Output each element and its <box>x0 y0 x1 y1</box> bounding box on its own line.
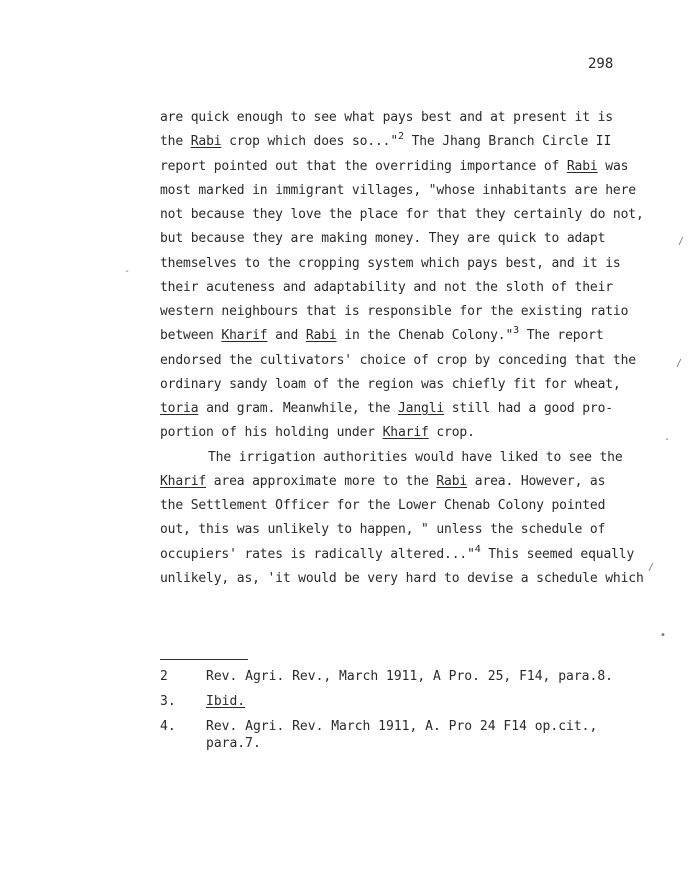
text-span: The report <box>519 328 604 344</box>
text-line: western neighbours that is responsible for the existing ratio <box>160 304 629 319</box>
text-span: was <box>597 158 629 174</box>
text-line: unlikely, as, 'it would be very hard to devise a schedule which <box>160 570 644 586</box>
text-span: occupiers' rates is radically altered..." <box>160 546 475 562</box>
margin-mark: - <box>124 266 131 277</box>
text-span: the <box>160 134 191 150</box>
text-line <box>160 324 660 348</box>
underlined-term: Rabi <box>566 158 598 174</box>
text-line: ordinary sandy loam of the region was chiefly fit for wheat, <box>160 376 621 392</box>
page-number: 298 <box>588 56 614 72</box>
underlined-term: Kharif <box>221 328 268 344</box>
underlined-term: Kharif <box>160 473 207 489</box>
text-line: out, this was unlikely to happen, " unless the schedule of <box>160 522 606 538</box>
text-span: crop which does so..." <box>221 134 399 150</box>
text-line <box>160 421 660 445</box>
text-line: themselves to the cropping system which pays best, and it is <box>160 255 621 271</box>
text-span: area. However, as <box>467 473 606 489</box>
text-line <box>160 397 660 421</box>
text-span: report pointed out that the overriding importance of <box>160 158 567 174</box>
body-text <box>160 106 660 591</box>
text-line <box>160 155 660 179</box>
text-line: but because they are making money. They are quick to adapt <box>160 231 606 247</box>
text-line <box>160 130 660 154</box>
footnote-divider <box>160 659 248 660</box>
footnote <box>160 718 660 756</box>
margin-mark: / <box>678 236 685 247</box>
text-span: between <box>160 328 222 344</box>
underlined-term: Kharif <box>382 425 429 441</box>
underlined-term: Rabi <box>305 328 337 344</box>
text-span: area approximate more to the <box>206 473 437 489</box>
footnote-text: Ibid. <box>206 694 246 709</box>
text-span: crop. <box>428 425 475 441</box>
footnote-number: 3. <box>160 694 176 709</box>
footnote-ref: 4 <box>474 543 481 555</box>
text-line: not because they love the place for that they certainly do not, <box>160 207 644 222</box>
underlined-term: Rabi <box>436 473 468 489</box>
text-line: are quick enough to see what pays best and at present it is <box>160 110 613 125</box>
text-span: in the Chenab Colony." <box>336 328 514 344</box>
footnote-number: 2 <box>160 669 168 684</box>
footnote <box>160 693 660 718</box>
underlined-term: Jangli <box>397 401 445 416</box>
text-span: and gram. Meanwhile, the <box>198 401 398 416</box>
text-line <box>160 470 660 494</box>
footnote-text: Rev. Agri. Rev., March 1911, A Pro. 25, F14, para.8. <box>206 669 613 684</box>
underlined-term: toria <box>160 401 199 416</box>
footnotes <box>160 668 660 756</box>
text-span: portion of his holding under <box>160 425 383 441</box>
text-span: The Jhang Branch Circle II <box>403 134 612 150</box>
footnote <box>160 668 660 693</box>
margin-mark: / <box>648 562 655 573</box>
underlined-term: Rabi <box>190 134 222 150</box>
margin-mark: / <box>676 358 683 369</box>
text-span: and <box>267 328 306 344</box>
footnote-text <box>206 718 597 752</box>
text-line: endorsed the cultivators' choice of crop by conceding that the <box>160 352 636 368</box>
text-line: their acuteness and adaptability and not the sloth of their <box>160 279 613 295</box>
footnote-text-line: Rev. Agri. Rev. March 1911, A. Pro 24 F14 op.cit., <box>206 719 598 734</box>
footnote-ref: 3 <box>513 325 520 337</box>
margin-mark: . <box>664 432 671 443</box>
text-line <box>160 543 660 567</box>
footnote-text-line: para.7. <box>206 736 261 751</box>
footnote-ref: 2 <box>398 131 404 143</box>
footnote-number: 4. <box>160 719 176 734</box>
text-span: still had a good pro- <box>444 401 613 416</box>
paragraph-start-line: The irrigation authorities would have liked to see the <box>208 449 623 465</box>
text-line: the Settlement Officer for the Lower Chenab Colony pointed <box>160 498 606 513</box>
text-line: most marked in immigrant villages, "whose inhabitants are here <box>160 182 636 198</box>
margin-mark: • <box>660 630 667 641</box>
text-span: This seemed equally <box>480 546 635 562</box>
